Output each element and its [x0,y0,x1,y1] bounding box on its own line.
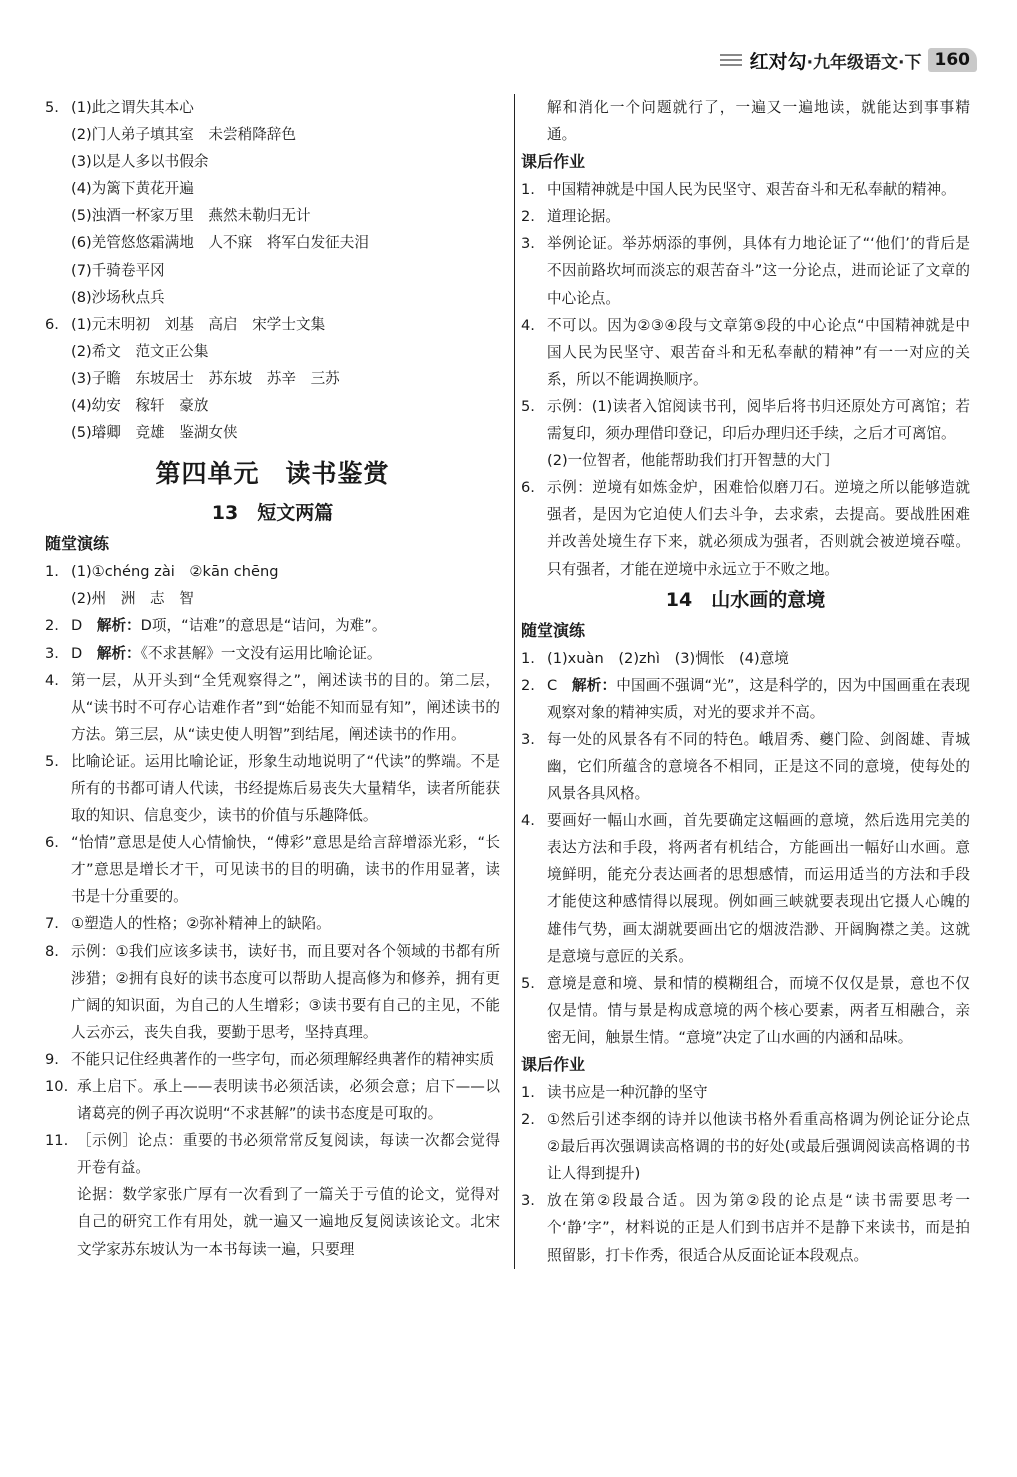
homework-3 [521,230,970,311]
answer-choice: D [71,617,97,635]
practice-4 [521,807,970,970]
answer-text: 第一层，从开头到“全凭观察得之”，阐述读书的目的。第二层，从“读书时不可存心诘难作者”到“始能不知而显有知”，阐述读书的方法。第三层，从“读史使人明智”到结尾，阐述读书的作用。 [71,671,500,743]
answer-number: 5. [45,752,59,770]
answer-number: 1. [45,563,59,581]
answer-text: 示例：①我们应该多读书，读好书，而且要对各个领域的书都有所涉猎；②拥有良好的读书态度可以帮助人提高修为和修养，拥有更广阔的知识面，为自己的人生增彩；③读书要有自己的主见，不能人云亦云，丧失自我，要勤于思考，坚持真理。 [71,942,500,1041]
answer-text: 道理论据。 [547,208,620,226]
page-number-badge: 160 [928,48,978,72]
answer-1 [45,558,500,612]
answer-line: (3)子瞻 东坡居士 苏东坡 苏辛 三苏 [71,369,340,387]
header-brand: 红对勾 [749,50,807,73]
answer-text: “怡情”意思是使人心情愉快，“傅彩”意思是给言辞增添光彩，“长才”意思是增长才干，可见读书的目的明确，读书的作用显著，读书是十分重要的。 [71,834,500,906]
homework-1 [521,176,970,203]
answer-line: (4)幼安 稼轩 豪放 [71,397,209,415]
homework-6 [521,474,970,582]
answer-text: 举例论证。举苏炳添的事例，具体有力地论证了“‘他们’的背后是不因前路坎坷而淡忘的艰苦奋斗”这一分论点，进而论证了文章的中心论点。 [547,235,970,307]
answer-number: 3. [521,235,535,253]
answer-7 [45,910,500,937]
answer-line: (5)浊酒一杯家万里 燕然未勒归无计 [71,207,311,225]
answer-text: 意境是意和境、景和情的模糊组合，而境不仅仅是景，意也不仅仅是情。情与景是构成意境的两个核心要素，两者互相融合，亲密无间，触景生情。“意境”决定了山水画的内涵和品味。 [547,974,970,1046]
answer-choice: D [71,644,97,662]
answer-text: 比喻论证。运用比喻论证，形象生动地说明了“代读”的弊端。不是所有的书都可请人代读，书经提炼后易丧失大量精华，读者所能获取的知识、信息变少，读书的价值与乐趣降低。 [71,752,500,825]
answer-6 [45,311,500,446]
section-heading: 课后作业 [521,1055,586,1074]
homework-2 [521,203,970,230]
answer-number: 2. [521,1111,535,1129]
answer-choice: C [547,676,573,694]
answer-6 [45,829,500,910]
answer-5 [45,748,500,829]
answer-number: 5. [45,99,59,116]
answer-text: 承上启下。承上——表明读书必须活读，必须会意；启下——以诸葛亮的例子再次说明“不求甚解”的读书态度是可取的。 [77,1078,500,1123]
answer-text: ①塑造人的性格；②弥补精神上的缺陷。 [71,915,331,933]
answer-line: (2)希文 范文正公集 [71,342,209,360]
answer-number: 9. [45,1050,59,1068]
answer-text: ［示例］论点：重要的书必须常常反复阅读，每读一次都会觉得开卷有益。 [77,1132,500,1177]
answer-text: 放在第②段最合适。因为第②段的论点是“读书需要思考一个‘静’字”，材料说的正是人们到书店并不是静下来读书，而是拍照留影，打卡作秀，很适合从反面论证本段观点。 [547,1192,970,1264]
analysis-label: 解析： [96,644,141,662]
answer-line: (5)璿卿 竞雄 鉴湖女侠 [71,424,238,442]
answer-text: 读书应是一种沉静的坚守 [547,1084,708,1101]
answer-line: (2)州 洲 志 智 [71,590,194,608]
unit-title: 第四单元 读书鉴赏 [155,459,390,489]
answer-line: (4)为篱下黄花开遍 [71,180,194,198]
answer-text: 中国画不强调“光”，这是科学的，因为中国画重在表现观察对象的精神实质，对光的要求并不高。 [547,676,970,721]
answer-line: (1)此之谓失其本心 [71,99,194,116]
lesson-13-title: 13 短文两篇 [211,502,334,525]
practice-3 [521,726,970,807]
answer-number: 3. [45,644,59,662]
answer-text: 示例：(1)读者入馆阅读书刊，阅毕后将书归还原处方可离馆；若需复印，须办理借印登记，印后办理归还手续，之后才可离馆。 [547,397,970,443]
answer-line: (8)沙场秋点兵 [71,288,165,306]
answer-number: 3. [521,730,535,748]
homework-b-1 [521,1079,970,1106]
answer-number: 6. [521,479,535,497]
lesson-14-title: 14 山水画的意境 [665,588,826,611]
answer-line: (7)千骑卷平冈 [71,261,165,279]
right-column [514,94,985,1269]
answer-text: (1)xuàn (2)zhì (3)惆怅 (4)意境 [547,649,789,667]
header-subtitle: ·九年级语文·下 [806,52,922,73]
homework-b-2 [521,1106,985,1187]
answer-number: 7. [45,915,59,933]
section-heading: 随堂演练 [521,620,586,640]
answer-number: 6. [45,834,59,852]
practice-5 [521,970,970,1051]
answer-line: (2)门人弟子填其室 未尝稍降辞色 [71,126,296,144]
answer-number: 1. [521,181,535,199]
answer-line: (1)元末明初 刘基 高启 宋学士文集 [71,315,326,333]
answer-number: 4. [521,316,535,334]
answer-text: 示例：逆境有如炼金炉，困难恰似磨刀石。逆境之所以能够造就强者，是因为它迫使人们去斗争，去求索，去提高。要战胜困难并改善处境生存下来，就必须成为强者，否则就会被逆境吞噬。只有强者，才能在逆境中永远立于不败之地。 [547,479,970,578]
answer-number: 5. [521,397,535,415]
analysis-label: 解析： [572,676,617,694]
practice-1 [521,645,970,672]
answer-4 [45,667,500,748]
analysis-label: 解析： [96,617,141,635]
answer-text: 不能只记住经典著作的一些字句，而必须理解经典著作的精神实质 [71,1050,495,1068]
answer-number: 8. [45,942,59,960]
answer-5 [45,94,500,311]
answer-text: 中国精神就是中国人民为民坚守、艰苦奋斗和无私奉献的精神。 [547,181,956,199]
section-heading: 随堂演练 [45,534,110,554]
answer-number: 2. [45,617,59,635]
homework-b-3 [521,1187,970,1268]
answer-number: 4. [45,671,59,689]
answer-line: (3)以是人多以书假余 [71,153,209,171]
practice-2 [521,672,970,726]
answer-number: 2. [521,676,535,694]
answer-11 [45,1127,500,1181]
answer-number: 3. [521,1192,535,1210]
homework-4 [521,312,970,393]
answer-number: 6. [45,315,59,333]
answer-text: 不可以。因为②③④段与文章第⑤段的中心论点“中国精神就是中国人民为民坚守、艰苦奋斗和无私奉献的精神”有一一对应的关系，所以不能调换顺序。 [547,316,970,388]
answer-line: (6)羌管悠悠霜满地 人不寐 将军白发征夫泪 [71,234,369,252]
answer-number: 11. [45,1132,69,1150]
answer-10 [45,1073,500,1127]
answer-text: 《不求甚解》一文没有运用比喻论证。 [140,644,382,662]
answer-number: 10. [45,1078,69,1095]
answer-number: 4. [521,812,535,830]
answer-text: ①然后引述李纲的诗并以他读书格外看重高格调为例论证分论点 ②最后再次强调读高格调的书的好处(或最后强调阅读高格调的书让人得到提升) [547,1111,985,1183]
answer-8 [45,938,500,1046]
answer-11-evidence: 论据：数学家张广厚有一次看到了一篇关于亏值的论文，觉得对自己的研究工作有用处，就一遍又一遍地反复阅读该论文。北宋文学家苏东坡认为一本书每读一遍，只要理 [77,1186,500,1258]
page-header [720,44,977,76]
answer-number: 1. [521,649,535,667]
answer-text: D项，“诘难”的意思是“诘问，为难”。 [140,617,387,635]
answer-number: 2. [521,208,535,226]
homework-5-part-2: (2)一位智者，他能帮助我们打开智慧的大门 [547,452,831,470]
answer-number: 1. [521,1084,535,1101]
answer-text: 要画好一幅山水画，首先要确定这幅画的意境，然后选用完美的表达方法和手段，将两者有机结合，方能画出一幅好山水画。意境鲜明，能充分表达画者的思想感情，而运用适当的方法和手段才能使这种感情得以展现。例如画三峡就要表现出它摄人心魄的雄伟气势，画太湖就要画出它的烟波浩渺、开阔胸襟之美。这就是意境与意匠的关系。 [547,812,970,965]
answer-9 [45,1046,500,1073]
answer-line: (1)①chéng zài ②kān chēng [71,563,279,581]
answer-3 [45,640,500,667]
section-heading: 课后作业 [521,152,586,172]
header-lines-icon [720,54,742,66]
answer-2 [45,612,500,639]
left-column [45,94,500,1263]
homework-5 [521,393,970,447]
answer-text: 每一处的风景各有不同的特色。峨眉秀、夔门险、剑阁雄、青城幽，它们所蕴含的意境各不相同，正是这不同的意境，使每处的风景各具风格。 [547,730,970,803]
answer-number: 5. [521,974,535,992]
answer-11-continuation: 解和消化一个问题就行了，一遍又一遍地读，就能达到事事精通。 [547,99,970,144]
